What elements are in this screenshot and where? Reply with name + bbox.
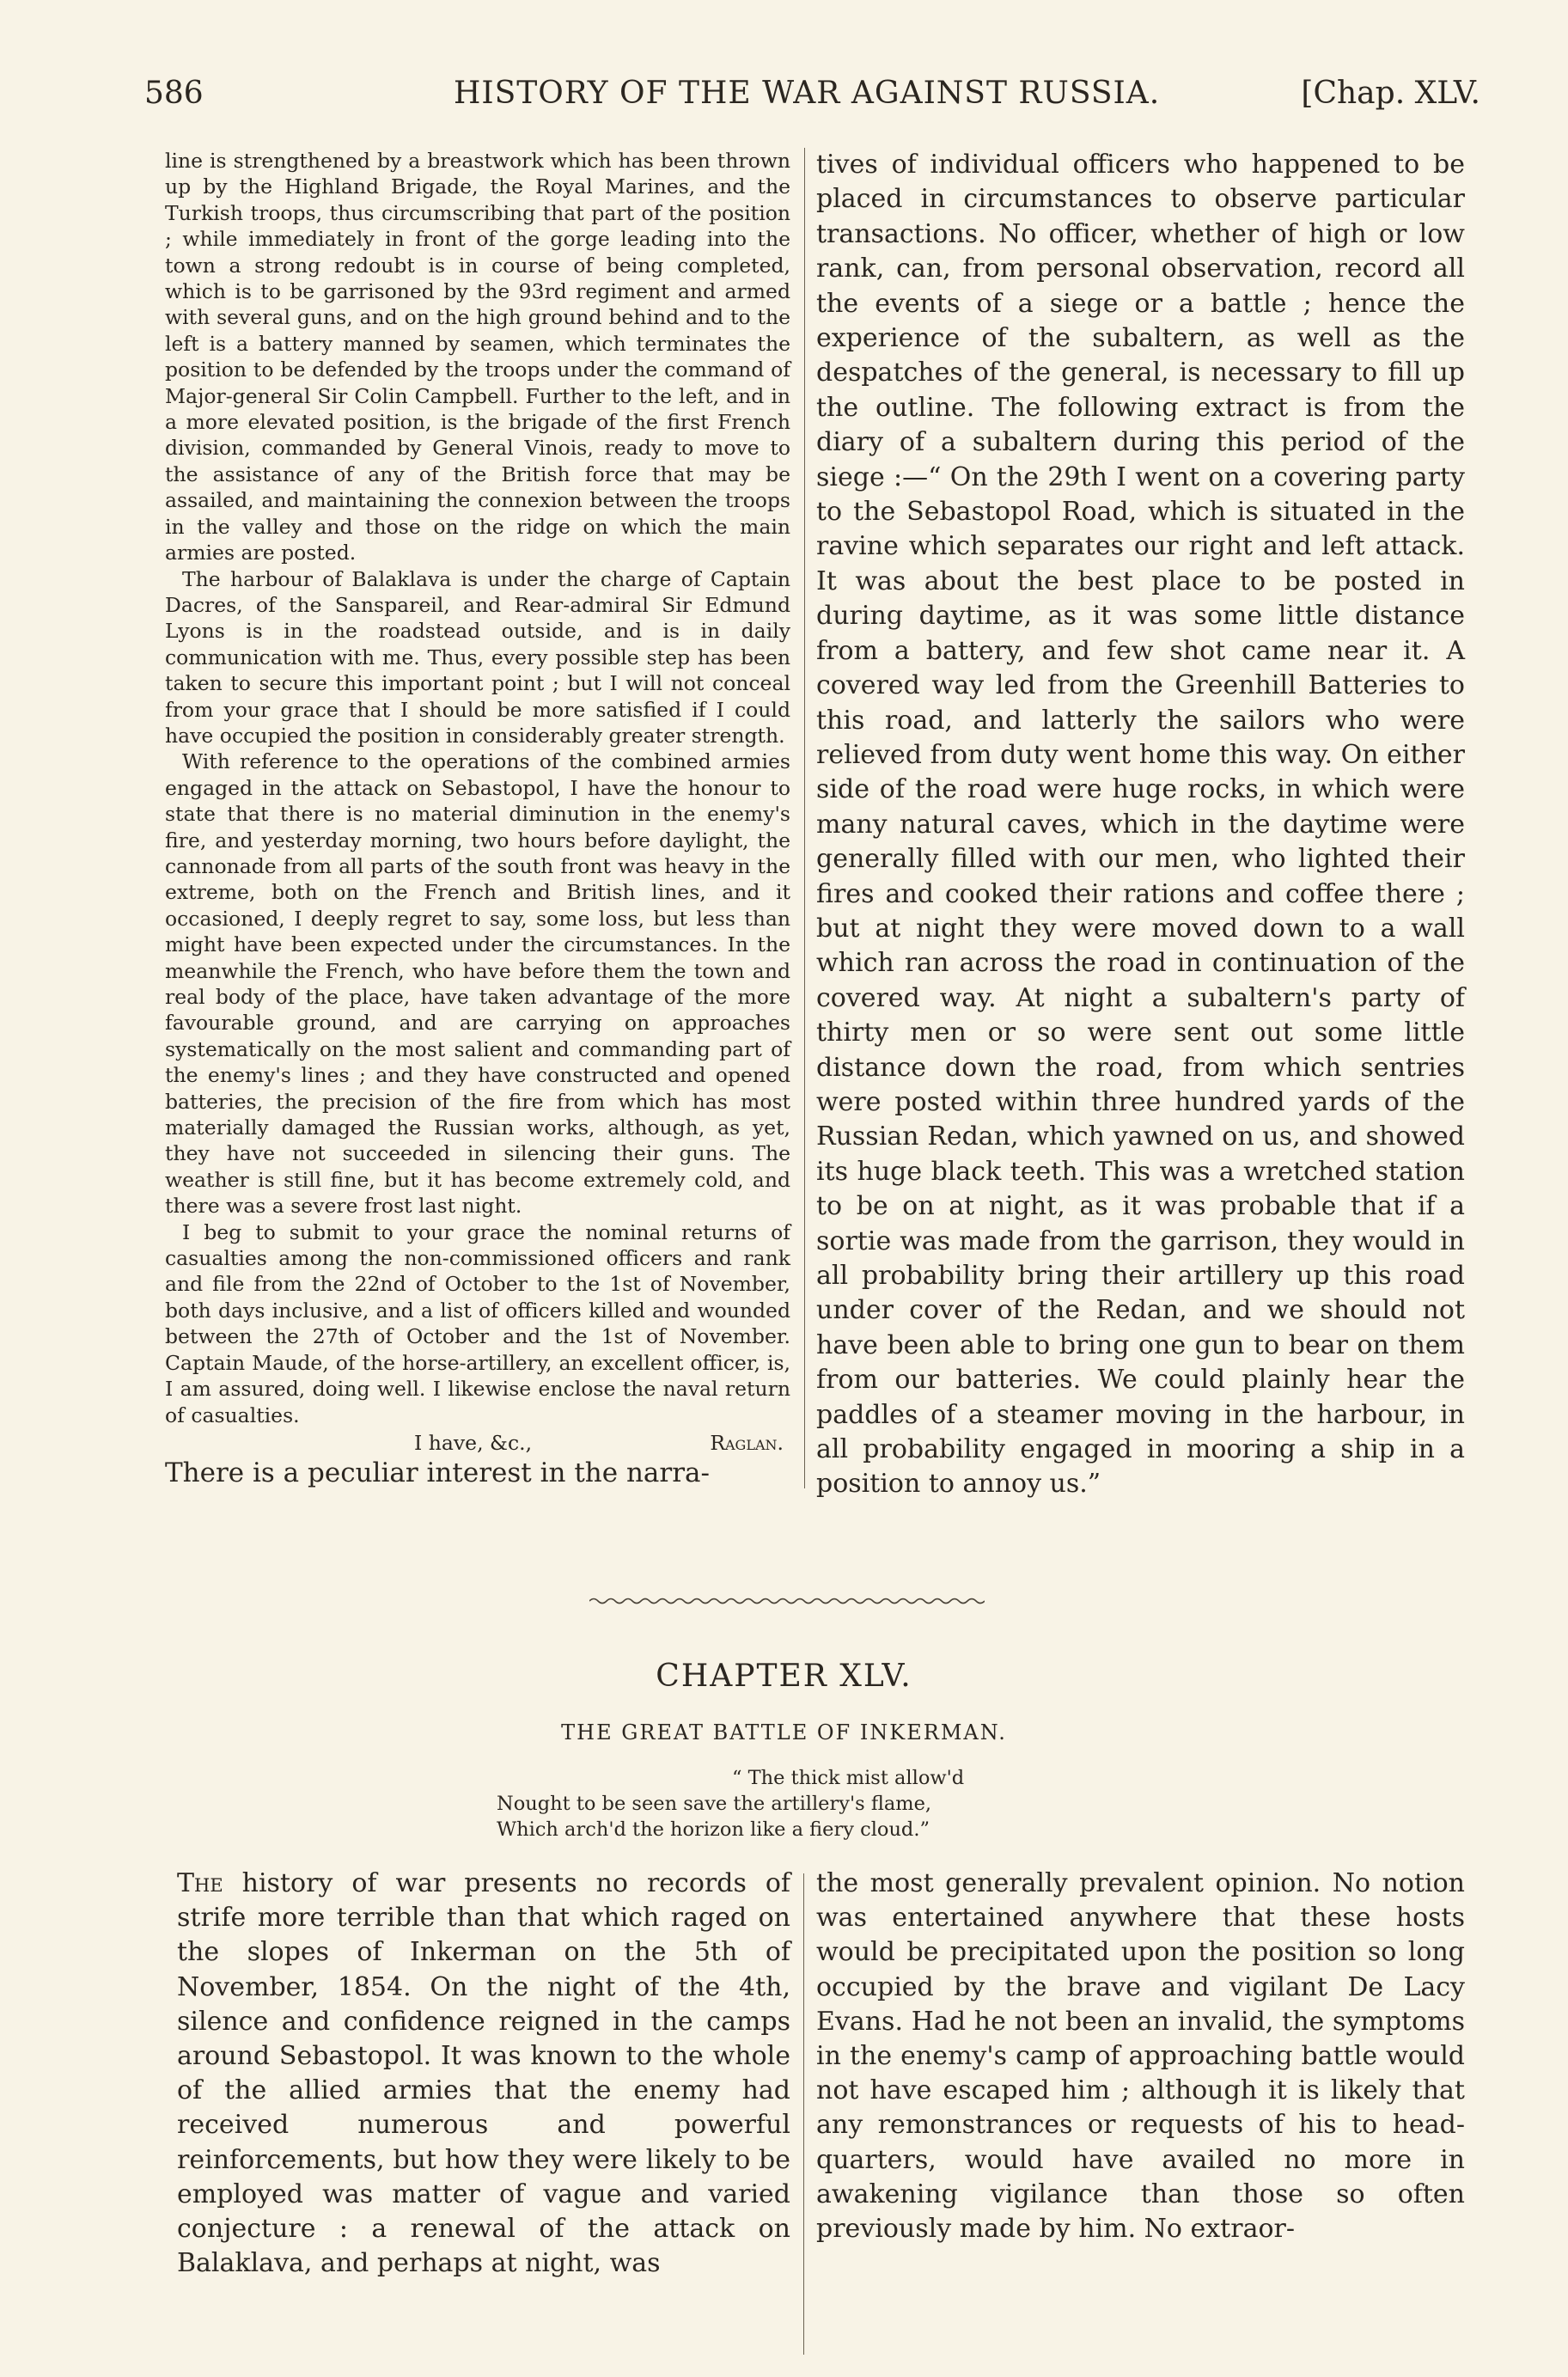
letter-paragraph: line is strengthened by a breastwork which has been thrown up by the Highland Brigade, the Royal Marines, and the Turkish troops, thus circumscribing that part of the position ; while immediately in front of the gorge leading into the town a strong redoubt is in course of being completed, which is to be garrisoned by the 93rd regiment and armed with several guns, and on the high ground behind and to the left is a battery manned by seamen, which terminates the position to be defended by the troops under the command of Major-general Sir Colin Campbell. Further to the left, and in a more elevated position, is the brigade of the first French division, commanded by General Vinois, ready to move to the assistance of any of the British force that may be assailed, and maintaining the connexion between the troops in the valley and those on the ridge on which the main armies are posted. — [165, 149, 790, 565]
column-divider — [804, 148, 805, 1488]
running-title: HISTORY OF THE WAR AGAINST RUSSIA. — [454, 76, 1161, 111]
decorative-divider — [589, 1595, 985, 1607]
chapter-left-column — [177, 1867, 790, 2281]
letter-paragraph: With reference to the operations of the combined armies engaged in the attack on Sebastopol, I have the honour to state that there is no material diminution in the enemy's fire, and yesterday morning, two hours before daylight, the cannonade from all parts of the south front was heavy in the extreme, both on the French and British lines, and it occasioned, I deeply regret to say, some loss, but less than might have been expected under the circumstances. In the meanwhile the French, who have before them the town and real body of the place, have taken advantage of the more favourable ground, and are carrying on approaches systematically on the most salient and commanding part of the enemy's lines ; and they have constructed and opened batteries, the precision of the fire from which has most materially damaged the Russian works, although, as yet, they have not succeeded in silencing their guns. The weather is still fine, but it has become extremely cold, and there was a severe frost last night. — [165, 749, 790, 1219]
page-number: 586 — [144, 76, 204, 111]
letter-paragraph: The harbour of Balaklava is under the charge of Captain Dacres, of the Sanspareil, and Rear-admiral Sir Edmund Lyons is in the roadstead outside, and is in daily communication with me. Thus, every possible step has been taken to secure this important point ; but I will not conceal from your grace that I should be more satisfied if I could have occupied the position in considerably greater strength. — [165, 566, 790, 748]
chapter-left-text: history of war presents no records of strife more terrible than that which raged on the slopes of Inkerman on the 5th of November, 1854. On the night of the 4th, silence and confidence reigned in the camps around Sebastopol. It was known to the whole of the allied armies that the enemy had received numerous and powerful reinforcements, but how they were likely to be employed was matter of vague and varied conjecture : a renewal of the attack on Balaklava, and perhaps at night, was — [177, 1868, 790, 2279]
chapter-subtitle: THE GREAT BATTLE OF INKERMAN. — [561, 1720, 1007, 1745]
right-column — [816, 148, 1465, 1502]
column-divider — [803, 1873, 804, 2355]
letter-paragraph: I beg to submit to your grace the nominal returns of casualties among the non-commissioned officers and rank and file from the 22nd of October to the 1st of November, both days inclusive, and a list of officers killed and wounded between the 27th of October and the 1st of November. Captain Maude, of the horse-artillery, an excellent officer, is, I am assured, doing well. I likewise enclose the naval return of casualties. — [165, 1219, 790, 1427]
signatory: Raglan. — [710, 1430, 784, 1455]
left-column-tail: There is a peculiar interest in the narra- — [165, 1457, 710, 1489]
epigraph-line: “ The thick mist allow'd — [732, 1767, 965, 1789]
right-column-text: tives of individual officers who happened to be placed in circumstances to observe particular transactions. No officer, whether of high or low rank, can, from personal observation, record all the events of a siege or a battle ; hence the experience of the subaltern, as well as the despatches of the general, is necessary to fill up the outline. The following extract is from the diary of a subaltern during this period of the siege :—“ On the 29th I went on a covering party to the Sebastopol Road, which is situated in the ravine which separates our right and left attack. It was about the best place to be posted in during daytime, as it was some little distance from a battery, and few shot came near it. A covered way led from the Greenhill Batteries to this road, and latterly the sailors who were relieved from duty went home this way. On either side of the road were huge rocks, in which were many natural caves, which in the daytime were generally filled with our men, who lighted their fires and cooked their rations and coffee there ; but at night they were moved down to a wall which ran across the road in continuation of the covered way. At night a subaltern's party of thirty men or so were sent out some little distance down the road, from which sentries were posted within three hundred yards of the Russian Redan, which yawned on us, and showed its huge black teeth. This was a wretched station to be on at night, as it was probable that if a sortie was made from the garrison, they would in all probability bring their artillery up this road under cover of the Redan, and we should not have been able to bring one gun to bear on them from our batteries. We could plainly hear the paddles of a steamer moving in the harbour, in all probability engaged in mooring a ship in a position to annoy us.” — [816, 150, 1465, 1500]
page-header — [144, 76, 1480, 124]
chapter-reference: [Chap. XLV. — [1301, 76, 1480, 111]
letter-column — [165, 148, 790, 1490]
signature-line — [165, 1430, 790, 1456]
chapter-heading: CHAPTER XLV. — [656, 1659, 912, 1694]
chapter-right-text: the most generally prevalent opinion. No notion was entertained anywhere that these hosts would be precipitated upon the position so long occupied by the brave and vigilant De Lacy Evans. Had he not been an invalid, the symptoms in the enemy's camp of approaching battle would not have escaped him ; although it is likely that any remonstrances or requests of his to head-quarters, would have availed no more in awakening vigilance than those so often previously made by him. No extraor- — [816, 1868, 1465, 2245]
epigraph-line: Nought to be seen save the artillery's flame, — [497, 1793, 932, 1815]
chapter-right-column — [816, 1867, 1465, 2246]
epigraph-line: Which arch'd the horizon like a fiery cloud.” — [497, 1818, 930, 1841]
opening-word: The — [177, 1868, 223, 1898]
epigraph — [497, 1765, 1012, 1842]
chapter-opening-paragraph — [177, 1867, 790, 2281]
closing-formula: I have, &c., — [414, 1430, 533, 1455]
